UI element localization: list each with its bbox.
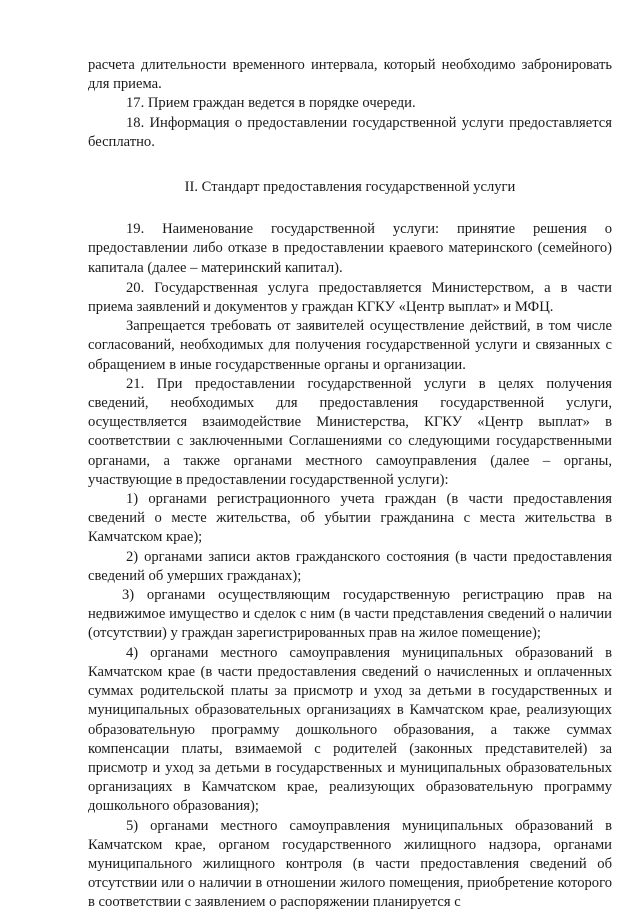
list-item-4: 4) органами местного самоуправления муниципальных образований в Камчатском крае (в части предоставления сведений о начисленных и оплаченных суммах родительской платы за присмотр и уход за детьми в государственных и муниципальных образовательных организациях в Камчатском крае, реализующих образовательную программу дошкольного образования, а также суммах компенсации платы, взимаемой с родителей (законных представителей) за присмотр и уход за детьми в государственных и муниципальных образовательных организациях в Камчатском крае, реализующих образовательную программу дошкольного образования); — [88, 644, 612, 815]
list-item-5: 5) органами местного самоуправления муниципальных образований в Камчатском крае, органом государственного жилищного надзора, органами муниципального жилищного контроля (в части предоставления сведений об отсутствии или о наличии в отношении жилого помещения, приобретение которого в соответствии с заявлением о распоряжении планируется с — [88, 817, 612, 911]
list-item-3: 3) органами осуществляющим государственную регистрацию прав на недвижимое имущество и сделок с ним (в части представления сведений о наличии (отсутствии) у граждан зарегистрированных прав на жилое помещение); — [88, 587, 612, 642]
paragraph-17: 17. Прием граждан ведется в порядке очереди. — [126, 95, 416, 112]
paragraph-prohibition: Запрещается требовать от заявителей осуществление действий, в том числе согласований, необходимых для получения государственной услуги и связанных с обращением в иные государственные органы и организации. — [88, 318, 612, 373]
paragraph-18: 18. Информация о предоставлении государственной услуги предоставляется бесплатно. — [88, 114, 612, 150]
list-item-1: 1) органами регистрационного учета граждан (в части предоставления сведений о месте жительства, об убытии гражданина с места жительства в Камчатском крае); — [88, 491, 612, 546]
paragraph-16-continuation: расчета длительности временного интервала, который необходимо забронировать для приема. — [88, 57, 612, 93]
document-page — [88, 56, 612, 913]
section-heading: II. Стандарт предоставления государственной услуги — [184, 179, 516, 196]
paragraph-21: 21. При предоставлении государственной услуги в целях получения сведений, необходимых для предоставления государственной услуги, осуществляется взаимодействие Министерства, КГКУ «Центр выплат» в соответствии с заключенными Соглашениями со следующими государственными органами, а также органами местного самоуправления (далее – органы, участвующие в предоставлении государственной услуги): — [88, 375, 612, 488]
paragraph-20: 20. Государственная услуга предоставляется Министерством, а в части приема заявлений и документов у граждан КГКУ «Центр выплат» и МФЦ. — [88, 279, 612, 316]
paragraph-19: 19. Наименование государственной услуги: принятие решения о предоставлении либо отказе в предоставлении краевого материнского (семейного) капитала (далее – материнский капитал). — [88, 221, 612, 276]
list-item-2: 2) органами записи актов гражданского состояния (в части предоставления сведений об умерших гражданах); — [88, 548, 612, 584]
